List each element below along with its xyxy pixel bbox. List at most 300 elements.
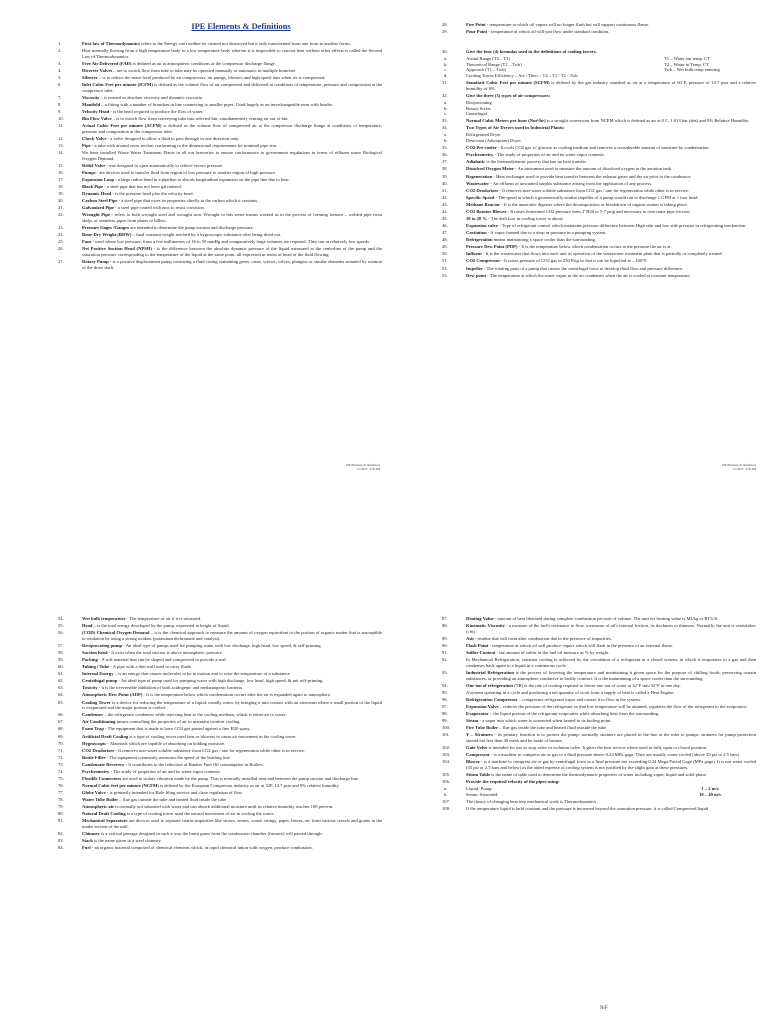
item-term: Industrial Refrigeration <box>466 669 514 675</box>
item-number: 54. <box>58 616 64 621</box>
item-number: 53. <box>442 272 448 278</box>
definition-item <box>444 166 756 172</box>
definition-item <box>60 804 382 810</box>
definition-item <box>60 616 382 622</box>
definition-item <box>444 623 756 634</box>
sub-item-label: Centrifugal <box>466 111 487 117</box>
item-term: Reciprocating pump <box>82 642 123 648</box>
item-number: 60. <box>58 664 64 670</box>
item-number: 22. <box>58 212 64 218</box>
definition-item <box>444 22 756 28</box>
item-text: means maintaining a space cooler than the surrounding. <box>492 237 596 243</box>
item-term: Rotary Pump <box>82 259 109 265</box>
sub-item <box>444 792 756 798</box>
item-number: 69. <box>58 733 64 739</box>
definition-item <box>60 685 382 691</box>
item-number: 52. <box>442 265 448 271</box>
item-number: 70. <box>58 740 64 746</box>
item-text: - a large radius bend in a pipeline to absorb longitudinal expansion on the pipe line due to heat. <box>114 177 290 182</box>
item-term: One ton of refrigeration <box>466 682 513 688</box>
item-term: Free Air Delivered (FAD) <box>82 60 132 66</box>
item-text: – compresses refrigerant vapor and causes it to flow in the system. <box>517 696 641 702</box>
item-term: Suction head <box>82 650 108 655</box>
item-number: 104. <box>442 759 451 765</box>
item-number: 98. <box>442 710 448 716</box>
item-number: 14. <box>58 150 64 156</box>
sub-item-label: Liquid: Pump: <box>466 786 493 791</box>
item-text: - A pipe with a thin wall used to carry fluids. <box>109 664 193 670</box>
definition-item <box>60 198 382 204</box>
item-text: – is to switch flow from conveying tube into selected bin, simultaneously venting air out of bin. <box>111 116 289 122</box>
item-term: CO2 Pre-cooler <box>466 145 497 151</box>
sub-item-letter: d. <box>444 72 448 78</box>
definition-item <box>60 712 382 718</box>
sub-item-value: 10 – 40 m/s <box>699 791 721 797</box>
definition-item <box>60 232 382 238</box>
definition-item <box>60 184 382 190</box>
item-text: (TR) is the rate of cooling required to freeze one ton of water at 32°F into 32°F in one day. <box>513 682 681 688</box>
item-term: Foam Trap <box>82 726 104 732</box>
item-text: - an organic material composed of chemical elements which, in rapid chemical union with oxygen, produce combustion. <box>90 845 313 851</box>
item-number: 31. <box>442 79 448 85</box>
item-text: - a valve designed to allow a fluid to pass through in one direction only. <box>106 135 240 141</box>
item-text: refers to the Energy can't neither be created nor destroyed but it only transformed from one form to another forms. <box>139 41 352 46</box>
item-number: 106. <box>442 778 451 784</box>
item-text: - It raises fermented CO2 pressure from 2"H20 to 5-7 psig and necessary to overcome pipe friction. <box>506 208 691 214</box>
definition-item <box>444 636 756 642</box>
item-number: 19. <box>58 191 64 197</box>
definition-item <box>444 725 756 731</box>
sub-item-letter: c. <box>444 67 448 73</box>
item-number: 73. <box>58 761 64 767</box>
definition-item <box>60 700 382 711</box>
definitions-list-1 <box>60 41 382 271</box>
item-text: is defined as the volume flow of air compressed and delivered at conditions of temperature, pressure and composition at the compressor inlet. <box>82 82 382 93</box>
item-text: – is to reduce the noise level produced by air compressors, air pumps, blowers and high speed fans when air is compressed. <box>97 75 326 80</box>
item-text: - temperature at which oil will produce vapors which will flash in the presence of an external flame. <box>488 642 674 648</box>
item-number: 93. <box>442 669 448 675</box>
item-term: Bin Flow Valve <box>82 116 112 122</box>
item-text: - temperature at which oil vapors will no longer flash but will support continuous flame. <box>485 22 650 27</box>
item-number: 59. <box>58 657 64 663</box>
footer-right-line1: IPE Elements & Definitions <box>722 463 756 467</box>
item-number: 55. <box>58 623 64 629</box>
item-term: Toxicity <box>82 685 98 691</box>
item-term: Fire Point <box>466 22 486 27</box>
sub-item-label: Steam: Saturated: <box>466 791 499 797</box>
item-number: 6. <box>58 82 62 88</box>
item-text: - a steel pipe that has not been galvanized. <box>103 184 182 190</box>
definition-item <box>60 692 382 698</box>
definition-item <box>444 752 756 758</box>
item-number: 95. <box>442 689 448 695</box>
item-term: Stack <box>82 838 93 844</box>
item-text: - An ideal type of pumps used for pumping water with low discharge, high head, low speed, & self-priming. <box>122 642 322 648</box>
item-number: 82. <box>58 831 64 837</box>
item-text: - The speed at which a geometrically similar impeller of a pump would run to discharge 1 GPM at 1 foot head. <box>494 194 699 200</box>
definition-item <box>444 145 756 151</box>
top-right-page <box>444 22 756 522</box>
item-number: 27. <box>58 259 64 265</box>
item-term: Y – Strainers <box>466 732 493 738</box>
item-number: 45. <box>442 215 448 221</box>
definition-item <box>444 237 756 243</box>
item-number: 29. <box>442 29 448 35</box>
item-number: 46. <box>442 223 448 229</box>
sub-item-value <box>664 73 756 79</box>
item-text: – is an energy that causes molecules to be in motion and to raise the temperature of a substance <box>113 671 290 677</box>
item-number: 58. <box>58 650 64 655</box>
item-term: Bone-Dry Weight (BDW) <box>82 232 132 238</box>
item-number: 42. <box>442 194 448 200</box>
item-number: 9. <box>58 109 62 114</box>
item-number: 33. <box>442 118 448 124</box>
item-term: Dynamic Head <box>82 191 112 197</box>
item-term: Adiabatic <box>466 159 486 165</box>
item-text: is a type of cooling tower used the natural movement of air in cooling the water. <box>125 811 275 817</box>
item-number: 13. <box>58 143 64 148</box>
item-number: 68. <box>58 726 64 732</box>
item-text: - temperature at which oil will just flow under standard condition. <box>487 29 610 35</box>
item-term: Gate Valve <box>466 744 488 750</box>
sub-item-value: T2 – Water in Temp. CT <box>664 61 709 67</box>
definition-item <box>60 123 382 134</box>
item-text: - It is the temperature below which condensation occurs after the air is expanded again to atmosphere. <box>142 692 331 698</box>
sub-item-value: 1 – 2 m/s <box>701 786 719 791</box>
item-term: Steam Table <box>466 771 491 777</box>
item-number: 96. <box>442 696 448 702</box>
definition-item <box>444 273 756 279</box>
item-number: 57. <box>58 642 64 648</box>
item-term: Head <box>82 623 93 629</box>
definition-item <box>444 152 756 158</box>
definition-item <box>444 806 756 812</box>
definition-item <box>60 790 382 796</box>
item-number: 62. <box>58 678 64 684</box>
item-number: 107. <box>442 798 451 804</box>
item-number: 43. <box>442 201 448 207</box>
item-text: - it is the irreversible inhibition of both acidogenic and methanogenic bacteria. <box>97 685 243 691</box>
definition-item <box>60 68 382 74</box>
item-number: 80. <box>58 811 64 817</box>
sub-item-letter: a. <box>444 786 448 791</box>
item-text: - It raises pressure of CO2 gas to 250 Psig so that it can be liquefied at – 100°F. <box>500 258 648 264</box>
sub-item <box>444 111 756 117</box>
definition-item <box>444 799 756 805</box>
definition-item <box>60 259 382 270</box>
item-text: - a measure of the fuel's resistance to flow, a measure of oil's internal friction, its thickness or thinness. Normally, the unit is centistokes (cSt). <box>466 623 756 634</box>
item-number: 18. <box>58 184 64 190</box>
sub-item-label: Theoretical Range (T2 – Twb) <box>466 61 522 67</box>
definition-item <box>60 170 382 176</box>
item-text: – is termed as absolute viscosity and dynamic viscosity. <box>99 94 203 100</box>
item-term: Net Positive Suction Head (NPSH) <box>82 246 152 252</box>
item-number: 49. <box>442 244 448 250</box>
item-number: 21. <box>58 205 64 211</box>
item-number: 8. <box>58 101 62 107</box>
item-term: Specific Speed <box>466 194 495 200</box>
definition-item <box>444 616 756 622</box>
item-text: - Heat exchanger used to provide heat transfer between the exhaust gases and the air prior to the combustor. <box>492 173 692 179</box>
definitions-list-5 <box>444 616 756 778</box>
definition-item <box>60 748 382 754</box>
item-term: Fans <box>82 239 92 245</box>
item-number: 23. <box>58 225 64 231</box>
item-number: 34. <box>442 125 448 131</box>
item-term: Inlet Cubic Feet per minute (ICFM) <box>82 82 153 88</box>
item-text: – a fitting with a number of branches in line connecting to smaller pipes. Used largely as an interchangeable term with header. <box>100 101 333 107</box>
item-term: Dissolved Oxygen Meter <box>466 166 514 172</box>
item-term: Diverter Valves <box>82 67 113 73</box>
top-left-page <box>60 22 382 522</box>
item-number: 30. <box>442 48 448 54</box>
item-term: Normal Cubic Meters per hour (Nm³/hr) <box>466 118 546 124</box>
item-term: Pressure Dew Point (PDP) <box>466 244 518 250</box>
item-term: Refrigeration <box>466 237 493 243</box>
item-term: Bottle Filler <box>82 754 106 760</box>
definition-item <box>60 239 382 245</box>
item-number: 99. <box>442 718 448 723</box>
footer-left <box>300 464 380 472</box>
item-text: is a device for reducing the temperature of a liquid, usually water, by bringing it into contact with an airstream where a small portion of the liquid is evaporated and the major portion is cooled. <box>82 699 382 711</box>
definition-item <box>444 181 756 187</box>
item-term: Compressor <box>466 752 490 757</box>
bottom-right-page <box>444 616 756 1024</box>
item-number: 47. <box>442 230 448 236</box>
item-number: 32. <box>442 92 448 98</box>
definition-item <box>444 690 756 696</box>
item-text: - It contributes to the reduction of Bunker Fuel Oil consumption in Boilers. <box>124 761 264 767</box>
item-number: 61. <box>58 671 64 677</box>
definition-item <box>444 159 756 165</box>
item-number: 3. <box>58 60 62 66</box>
item-number: 1. <box>58 41 62 46</box>
definition-item <box>60 109 382 115</box>
item-text: is defined by the gas industry standard as air at a temperature of 60 F, pressure of 14.7 psia and a relative humidity of 0%. <box>466 79 756 91</box>
item-term: Carbon Steel Pipe <box>82 198 118 204</box>
item-number: 71. <box>58 747 64 753</box>
definition-item <box>444 772 756 778</box>
item-number: 36. <box>442 152 448 158</box>
sub-item <box>444 138 756 144</box>
item-text: – the liquid portion of the refrigerant evaporates while absorbing heat from the surrounding. <box>488 710 660 716</box>
definition-item <box>444 174 756 180</box>
definition-item <box>444 266 756 272</box>
item-text: - It removes non-water soluble substance from CO2 gas / one for regeneration while other is in service. <box>114 747 305 753</box>
definition-item <box>60 776 382 782</box>
item-number: 38. <box>442 166 448 172</box>
definition-item <box>444 718 756 724</box>
item-number: 87. <box>442 616 448 621</box>
definition-item <box>60 246 382 257</box>
item-text: - It removes non-water soluble substance from CO2 gas / one for regeneration while other is in service. <box>498 187 689 193</box>
item-text: - It cools CO2 gas w/ glucose as cooling medium and removes a considerable amount of moisture by condensation. <box>496 145 710 151</box>
item-term: 10 to 20 % <box>466 215 488 221</box>
item-number: 51. <box>442 258 448 264</box>
item-number: 90. <box>442 642 448 648</box>
item-number: 37. <box>442 159 448 165</box>
item-number: 10. <box>58 116 64 122</box>
item-number: 84. <box>58 845 64 851</box>
item-text: The theory of changing heat into mechanical work is Thermodynamics <box>466 798 597 804</box>
item-number: 44. <box>442 208 448 214</box>
item-term: Wastewater <box>466 180 490 186</box>
item-term: Heating Value <box>466 616 494 621</box>
item-term: Fuel <box>82 845 91 851</box>
item-term: Methane Reactor <box>466 201 501 207</box>
item-text: are devices used to separate coarse impurities like straws, stones, wood, strings, paper, leaves, etc from various cereals and grains in the intake section of the mill. <box>82 818 383 830</box>
item-term: Fire Tube Boiler <box>466 725 499 731</box>
item-number: 66. <box>58 712 64 718</box>
item-term: Internal Energy <box>82 671 114 677</box>
item-term: Refrigeration Compressor <box>466 696 518 702</box>
item-text: - used where low pressure, from a few millimeters of 16 to 50 mmHg and comparatively large volumes are required. They run at relatively low speeds. <box>91 239 371 245</box>
definitions-list-4 <box>60 616 382 851</box>
item-text: - is a machine to compress air or gas to a fluid pressure above 0.24 MPa gage. They are usually water-cooled (above 35 psi or 2.5 bars) <box>489 752 740 757</box>
definition-item <box>60 205 382 211</box>
item-text: is intended for use as stop valve or isolation valve. It gives the best service where used in fully open or closed position. <box>487 744 708 750</box>
definition-item <box>60 726 382 732</box>
definition-item <box>444 704 756 710</box>
definition-item <box>60 116 382 122</box>
item-term: Condenser <box>82 712 104 718</box>
definition-item <box>444 216 756 222</box>
definitions-list-2 <box>444 22 756 35</box>
item-text: - are devices used to transfer fluid from region of low pressure to another region of high pressure. <box>95 169 277 175</box>
item-term: Pour Point <box>466 29 488 35</box>
item-term: Cavitation <box>466 230 487 236</box>
item-text: - The equipment that is made to have CO2 gas passed against a fine H20 spray. <box>103 726 251 732</box>
definitions-list-6 <box>444 799 756 812</box>
definition-item <box>60 61 382 67</box>
item-number: 92. <box>442 657 448 663</box>
item-text: - It is the wastewater that flows into each unit of operation of the wastewater treatment plant that is partially or completely treated. <box>481 251 723 257</box>
item-number: 75. <box>58 776 64 782</box>
sub-item-letter: b. <box>444 105 448 111</box>
item-term: Manifold <box>82 101 101 107</box>
item-number: 67. <box>58 719 64 725</box>
sub-item-letter: c. <box>444 111 448 117</box>
item-term: Steam <box>466 718 479 723</box>
item-term: Check Valve <box>82 135 107 141</box>
item-number: 25. <box>58 239 64 245</box>
item-term: Actual Cubic Feet per minute (ACFM) <box>82 123 162 129</box>
item-number: 15. <box>58 162 64 168</box>
item-term: Centrifugal pump <box>82 678 118 684</box>
definition-item <box>60 664 382 670</box>
sub-item-value: T1 – Water out temp. CT <box>664 55 710 61</box>
item-number: 101. <box>442 732 451 738</box>
definition-item <box>60 741 382 747</box>
item-term: Pressure Gages /Gauges <box>82 225 130 231</box>
definition-item <box>60 838 382 844</box>
item-number: 11. <box>58 123 64 129</box>
document-title: IPE Elements & Definitions <box>191 22 291 31</box>
item-text: - a vapor into which water is converted when heated to its boiling point. <box>478 718 612 723</box>
definition-item <box>444 195 756 201</box>
item-text: - An ideal type of pump used for pumping water with high discharge, low head, high speed, & not self-priming. <box>117 678 324 684</box>
item-number: 16. <box>58 169 64 175</box>
item-text: is a vertical passage designed in such a way the burnt gases from the combustion chamber (furnace) will passed through. <box>99 831 323 837</box>
definition-item <box>444 202 756 208</box>
item-term: Flexible Connectors <box>82 776 122 782</box>
question-heading <box>444 779 756 785</box>
item-text: are used to isolate vibration made by the pump. This is normally installed near and between the pump suction and discharge line. <box>121 776 360 782</box>
item-number: 35. <box>442 145 448 151</box>
definition-item <box>444 29 756 35</box>
definition-item <box>444 711 756 717</box>
item-text: - amount of heat liberated during complete combustion per unit of volume. The unit for heating value is MJ/kg or BTU/# <box>493 616 718 621</box>
item-term: Natural Draft Cooling <box>82 811 126 817</box>
footer-right-line2: 1/1/2019 - 4:59 PM <box>732 466 756 471</box>
item-term: (COD) Chemical Oxygen Demand <box>82 630 150 636</box>
definition-item <box>60 150 382 161</box>
definition-item <box>60 671 382 677</box>
item-text: - Type of refrigerant control which maintains pressure difference between High side and low side pressure in refrigerating mechanism. <box>498 223 747 229</box>
definition-item <box>444 118 756 124</box>
sub-item <box>444 73 756 79</box>
definition-item <box>60 818 382 829</box>
definition-item <box>60 136 382 142</box>
footer-left-line2: 1/1/2019 - 4:59 PM <box>356 466 380 471</box>
item-number: 50. <box>442 251 448 257</box>
item-text: - is a machine to compress air or gas by centrifugal force to a final pressure not exceeding 0.24 Mega Pascal Gage (MPa gage). It is not water cooled (35 psi or 2.5 bars and below) as the aided expense of cooling system is not justified by the slight gain at these pressures. <box>466 759 756 770</box>
definition-item <box>444 643 756 649</box>
item-term: Chimney <box>82 831 100 837</box>
question-text: Give the three (3) types of air compressors: <box>466 92 551 98</box>
item-number: 79. <box>58 804 64 810</box>
definition-item <box>60 212 382 223</box>
definition-item <box>60 102 382 108</box>
sub-item-label: Reciprocating <box>466 99 492 105</box>
item-text: - is the difference between the absolute dynamic pressure of the liquid measured at the centerline of the pump and the saturation pressure corresponding to the temperature of the liquid at the same point, all expressed in terms of head of the fluid flowing. <box>82 246 382 258</box>
definition-item <box>444 251 756 257</box>
definition-item <box>60 769 382 775</box>
definition-item <box>60 191 382 197</box>
question-32 <box>444 93 756 117</box>
sub-item-value: Twb – Wet bulb temp entering <box>664 67 720 73</box>
sub-item-label: Cooling Tower Efficiency – Act / Theo. - T2 – T1 / T2 - Twb <box>466 72 578 78</box>
item-text: - is primarily intended for Hole filing service and close regulation of flow. <box>105 790 244 796</box>
item-text: - It exist when the total suction is above atmospheric pressure. <box>107 650 223 655</box>
definition-item <box>444 188 756 194</box>
item-number: 76. <box>58 783 64 789</box>
question-text: Two Types of Air Dryers used in Industrial Plants: <box>466 125 565 131</box>
definition-item <box>444 683 756 689</box>
definition-item <box>444 223 756 229</box>
item-number: 5. <box>58 75 62 80</box>
definition-item <box>60 831 382 837</box>
item-text: is the thermodynamic process that has no heat transfer <box>485 159 587 165</box>
item-text: - is a positive displacement pump consisting a fluid casing containing gears, cams, screws, valves, plungers or similar elements actuated by rotation of the drive shaft. <box>82 259 383 270</box>
sub-item-label: Actual Range (T2 – T1) <box>466 55 511 61</box>
item-text: is defined as the volume flow of compressed air at the compressor discharge flange at conditions of temperature, pressure and composition at the compressor inlet. <box>82 123 382 134</box>
item-text: means controlling the properties of air to maintain comfort cooling. <box>115 719 241 725</box>
item-number: 83. <box>58 838 64 844</box>
definition-item <box>444 732 756 743</box>
item-term: Water Tube Boiler <box>82 797 119 803</box>
item-text: - The equipment commonly measures the speed of the bottling line. <box>105 754 231 760</box>
item-text: - refers to both wrought steel and wrought iron. Wrought in this sense means worked as in the process of forming furnace – welded pipe from skelp, or seamless pipes from plates or billets. <box>82 212 382 224</box>
item-text: - A vapor formed due to a drop in pressure in a pumping system. <box>486 230 607 236</box>
definition-item <box>60 734 382 740</box>
item-number: 81. <box>58 818 64 824</box>
item-term: Globe Valve <box>82 790 106 796</box>
item-term: Velocity Head <box>82 109 110 114</box>
item-text: - a tube with around cross section conforming to the dimensional requirements for nominal pipe size. <box>90 143 278 148</box>
question-text: Give the four (4) formulas used in the definitions of cooling towers. <box>466 48 597 54</box>
sub-item-letter: b. <box>444 791 448 797</box>
